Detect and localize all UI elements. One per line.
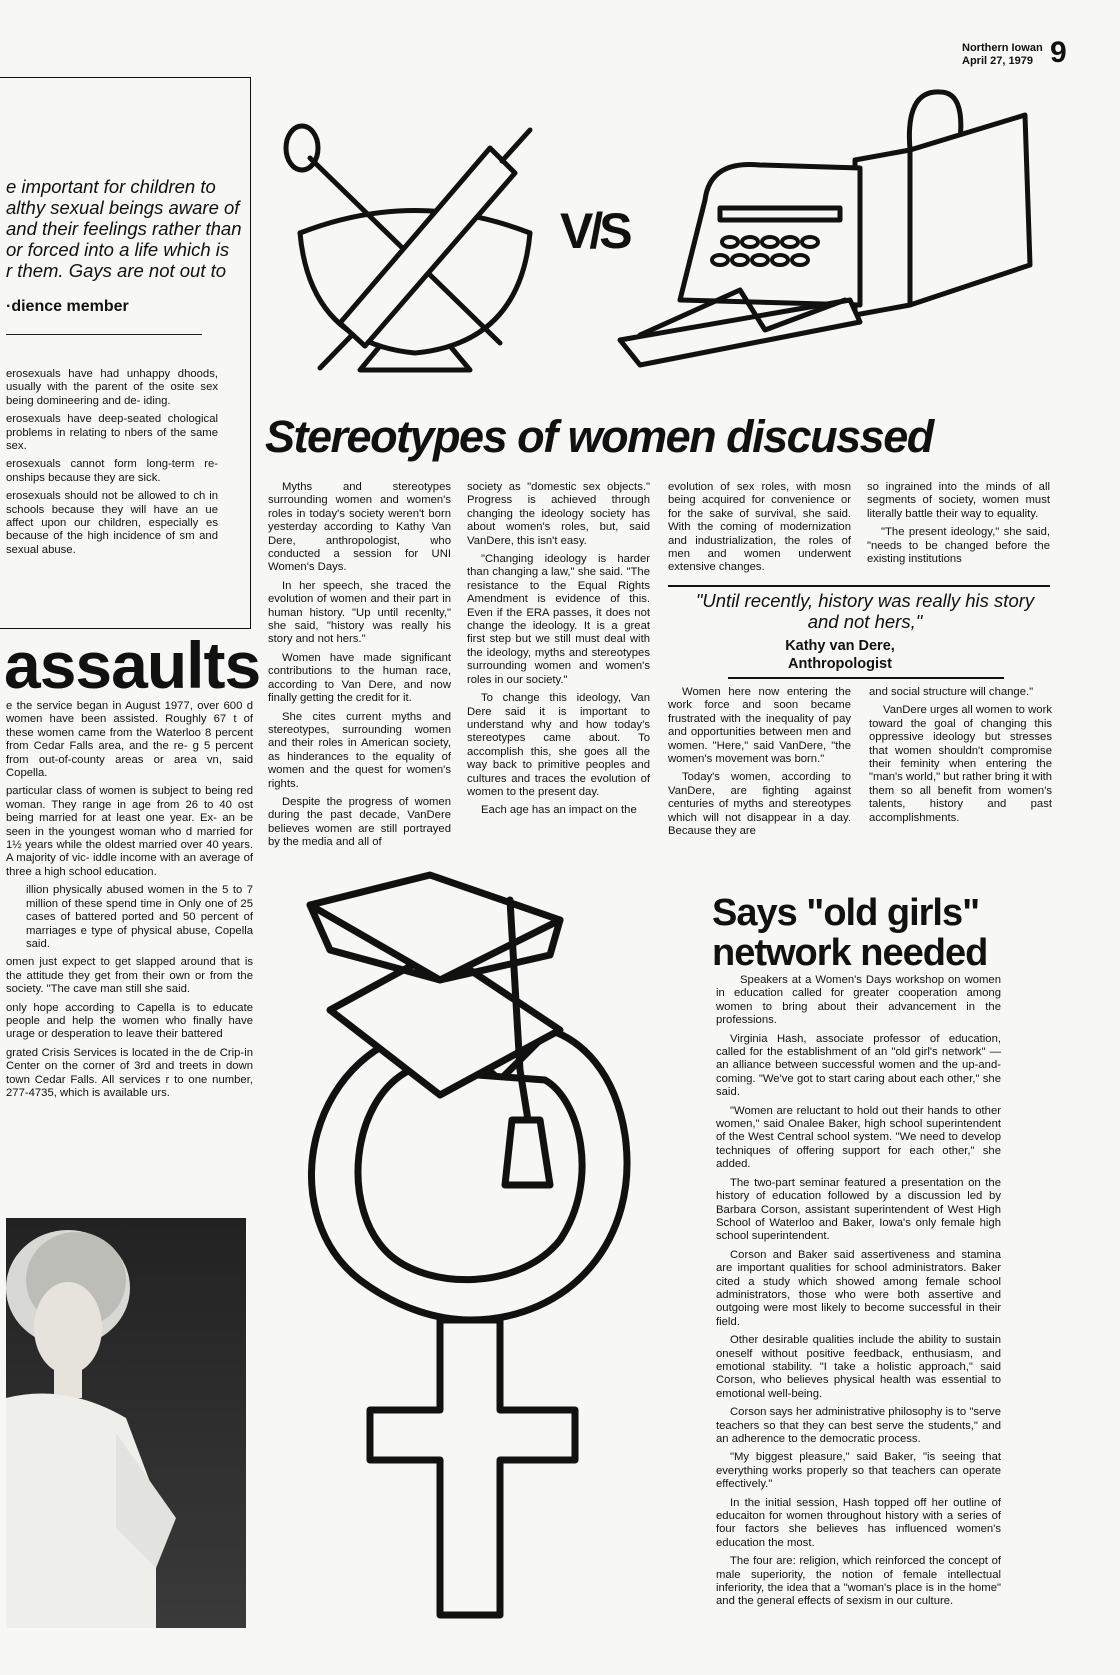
stereotypes-paragraph: Women here now entering the work force and soon became frustrated with the inequality of pay and opportunities between men and women. "Here," said VanDere, "the women's movement was born." <box>668 686 851 766</box>
stereotypes-col3-bottom <box>668 686 851 843</box>
stereotypes-paragraph: society as "domestic sex objects." Progress is achieved through changing the ideology society has about women's roles, but, said VanDere, this isn't easy. <box>467 481 650 547</box>
old-girls-paragraph: "My biggest pleasure," said Baker, "is seeing that everything works properly so that teachers can operate effectively." <box>716 1451 1001 1491</box>
publication-name: Northern Iowan <box>962 42 1043 54</box>
stereotypes-paragraph: evolution of sex roles, with mosn being acquired for convenience or for the sake of survival, she said. With the coming of modernization and industrialization, the roles of men and women underwent extensive changes. <box>668 481 851 574</box>
speaker-photo <box>6 1218 246 1628</box>
letter-line: althy sexual beings aware of <box>6 197 240 218</box>
stereotypes-paragraph: and social structure will change." <box>869 686 1034 698</box>
stereotypes-col4-bottom <box>869 686 1052 830</box>
stereotypes-paragraph: VanDere urges all women to work toward the goal of changing this oppressive ideology but stresses that women shouldn't compromise their feminity when entering the "man's world," but rather bring it with them so all benefit from women's talents, history and past accomplishments. <box>869 704 1052 824</box>
old-girls-paragraph: Corson and Baker said assertiveness and stamina are important qualities for school administrators. Baker cited a study which showed among female school administrators, those who were both assertive and outgoing were most likely to become successful in their field. <box>716 1248 1001 1328</box>
old-girls-paragraph: The four are: religion, which reinforced the concept of male superiority, the notion of female intellectual inferiority, the idea that a "woman's place is in the home" and the general effects of sexism in our culture. <box>716 1555 1001 1608</box>
bowl-base <box>360 346 470 370</box>
old-girls-headline-line: Says "old girls" <box>712 892 980 934</box>
pull-quote: "Until recently, history was really his story and not hers," <box>695 590 1035 632</box>
stereotypes-paragraph: "Changing ideology is harder than changing a law," she said. "The resistance to the Equal Rights Amendment is evidence of this. Even if the ERA passes, it does not change the ideology. It is a great first step but we still must deal with the ideology, myths and stereotypes surrounding women and women's roles in our society." <box>467 553 650 686</box>
letter-line: and their feelings rather than <box>6 218 242 239</box>
old-girls-paragraph: Speakers at a Women's Days workshop on women in education called for greater cooperation among women to bring about their advancement in the professions. <box>716 974 1001 1027</box>
letter-divider <box>6 334 202 335</box>
old-girls-paragraph: Virginia Hash, associate professor of education, called for the establishment of an "old girl's network" — an alliance between successful women and the up-and-coming. "We've got to start caring about each other," she said. <box>716 1032 1001 1099</box>
pull-quote-rule <box>728 677 1004 679</box>
assaults-paragraph: only hope according to Capella is to educate people and help the women who finally have urage or desperation to leave their battered <box>6 1001 253 1041</box>
page-number: 9 <box>1050 36 1067 69</box>
grad-cap-tassel <box>505 1120 550 1185</box>
old-girls-paragraph: Corson says her administrative philosophy is to "serve teachers so that they can best serve the students," and an adherence to the democratic process. <box>716 1406 1001 1445</box>
office-illustration <box>620 90 1040 390</box>
rolling-pin-handle <box>320 335 352 368</box>
assaults-paragraph: e the service began in August 1977, over 600 d women have been assisted. Roughly 67 t of these women came from the Waterloo 8 percent from Cedar Falls area, and the re- g 5 percent from out-of-county areas or area vn, said Copella. <box>6 700 253 780</box>
rolling-pin <box>340 148 515 346</box>
typewriter-body <box>680 164 860 305</box>
briefcase <box>910 115 1030 305</box>
letter-line: or forced into a life which is <box>6 239 230 260</box>
masthead <box>962 36 1072 69</box>
old-girls-body <box>716 974 1001 1614</box>
assaults-headline: assaults <box>4 628 261 702</box>
old-girls-headline-line: network needed <box>712 932 988 974</box>
stereotypes-col1 <box>268 481 451 855</box>
stereotypes-paragraph: Women have made significant contributions to the human race, according to Van Dere, and now finally getting the credit for it. <box>268 651 451 705</box>
letter-paragraph: erosexuals cannot form long-term re- onships because they are sick. <box>6 458 218 484</box>
stereotypes-paragraph: She cites current myths and stereotypes, surrounding women and their roles in American society, as hinderances to the equality of women and the quest for women's rights. <box>268 710 451 790</box>
assaults-body <box>6 700 253 1105</box>
old-girls-paragraph: "Women are reluctant to hold out their hands to other women," said Onalee Baker, high school superintendent of the West Central school system. "We need to develop techniques of offering support for each other," she added. <box>716 1104 1001 1171</box>
pull-quote-title: Anthropologist <box>788 656 892 672</box>
letter-paragraph: erosexuals have deep-seated chological problems in relating to nbers of the same sex. <box>6 413 218 453</box>
assaults-paragraph: omen just expect to get slapped around that is the attitude they get from their own or from the society. "The cave man still she said. <box>6 956 253 996</box>
female-symbol-illustration <box>280 880 680 1660</box>
letter-italic-block <box>6 176 248 281</box>
briefcase-side <box>855 150 910 315</box>
letter-line: e important for children to <box>6 176 216 197</box>
letter-body <box>6 368 218 562</box>
stereotypes-paragraph: In her speech, she traced the evolution of women and their part in human history. "Up until recenlty," she said, "history was really his story and not hers." <box>268 579 451 646</box>
stereotypes-paragraph: Despite the progress of women during the past decade, VanDere believes women are still portrayed by the media and all of <box>268 795 451 849</box>
old-girls-paragraph: In the initial session, Hash topped off her outline of educaiton for women throughout history with a series of four factors she believes has influenced women's education the most. <box>716 1496 1001 1549</box>
stereotypes-col3-top <box>668 481 851 580</box>
stereotypes-col4-top <box>867 481 1050 571</box>
bowl-rim <box>300 211 530 234</box>
old-girls-paragraph: Other desirable qualities include the ability to sustain oneself without positive feedback, enthusiasm, and emotional stability. "I take a holistic approach," said Corson, who believes physical health was essential to emotional well-being. <box>716 1334 1001 1400</box>
letter-line: r them. Gays are not out to <box>6 260 227 281</box>
assaults-paragraph: particular class of women is subject to being red woman. They range in age from 26 to 40 ost being married for at least one year. Ex- an be seen in the youngest woman who d married for 1½ years while the oldest married over 40 years. A majority of vic- iddle income with an average of three a high school education. <box>6 785 253 878</box>
stereotypes-headline: Stereotypes of women discussed <box>265 411 933 462</box>
pull-quote-name: Kathy van Dere, <box>785 638 895 654</box>
vs-label: V/S <box>560 203 629 259</box>
stereotypes-paragraph: Today's women, according to VanDere, are fighting against centuries of myths and stereotypes which will not disappear in a day. Because they are <box>668 771 851 838</box>
stereotypes-paragraph: "The present ideology," she said, "needs to be changed before the existing institutions <box>867 526 1050 566</box>
female-symbol-cross <box>370 1320 575 1615</box>
letter-paragraph: erosexuals should not be allowed to ch in schools because they will have an ue affect upon our children, especially es because of the high incidence of sm and sexual abuse. <box>6 490 218 556</box>
woman-portrait-figure <box>6 1218 246 1628</box>
stereotypes-paragraph: Myths and stereotypes surrounding women and women's roles in today's society weren't born yesterday according to Kathy Van Dere, anthropologist, who conducted a session for UNI Women's Days. <box>268 481 451 574</box>
issue-date: April 27, 1979 <box>962 55 1033 67</box>
assaults-paragraph: grated Crisis Services is located in the de Crip-in Center on the corner of 3rd and treets in down town Cedar Falls. All services r to one number, 277-4735, which is available urs. <box>6 1046 253 1099</box>
letter-paragraph: erosexuals have had unhappy dhoods, usually with the parent of the osite sex being domineering and de- iding. <box>6 368 218 407</box>
stereotypes-col2 <box>467 481 650 823</box>
old-girls-headline <box>712 893 1042 973</box>
old-girls-paragraph: The two-part seminar featured a presentation on the history of education followed by a discussion led by Barbara Corson, assistant superintendent of West High School of Waterloo and Baker, Iowa's only female high school superintendent. <box>716 1176 1001 1243</box>
pull-quote-rule <box>668 585 1050 587</box>
stereotypes-paragraph: Each age has an impact on the <box>481 804 637 817</box>
stereotypes-paragraph: so ingrained into the minds of all segments of society, women must literally battle their way to equality. <box>867 481 1050 520</box>
rolling-pin-handle <box>502 130 530 161</box>
stereotypes-paragraph: To change this ideology, Van Dere said it is important to understand why and how today's stereotypes came about. To accomplish this, she goes all the way back to primitive peoples and cultures and traces the evolution of women to the present day. <box>467 692 650 798</box>
whisk-loop <box>286 126 318 170</box>
letter-signature: ·dience member <box>6 298 129 315</box>
assaults-paragraph: illion physically abused women in the 5 to 7 million of these spend time in Only one of 25 cases of battered ported and 50 percent of marriages e type of physical abuse, Copella said. <box>26 884 253 950</box>
kitchen-illustration <box>280 118 550 378</box>
